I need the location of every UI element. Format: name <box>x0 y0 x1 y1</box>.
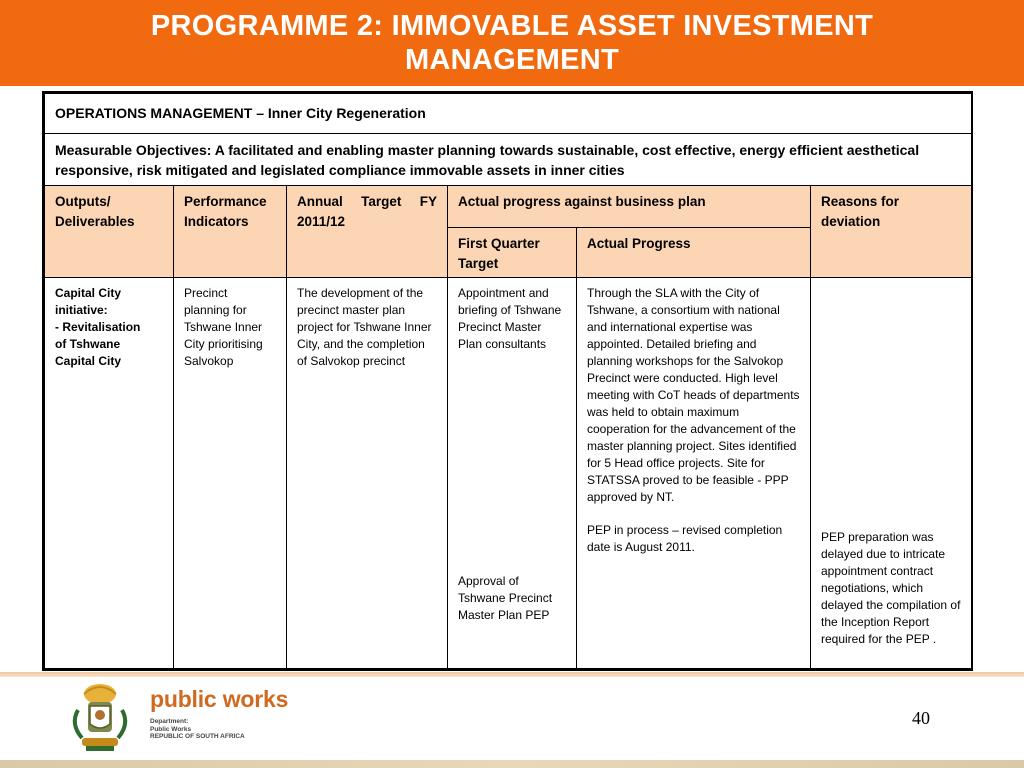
header-reasons: Reasons for deviation <box>811 186 972 278</box>
outputs-line: Capital City <box>55 354 122 368</box>
slide-title-line-1: PROGRAMME 2: IMMOVABLE ASSET INVESTMENT <box>150 10 874 42</box>
outputs-line: initiative: <box>55 303 108 317</box>
slide-title-line-2: MANAGEMENT <box>404 44 620 76</box>
header-annual-target: Annual Target FY 2011/12 <box>287 186 448 278</box>
brand-sub-line: Public Works <box>150 725 192 733</box>
header-outputs: Outputs/ Deliverables <box>45 186 174 278</box>
actual-progress-text-2: PEP in process – revised completion date is August 2011. <box>587 523 783 554</box>
cell-actual-progress <box>577 278 811 669</box>
brand-sub-line: REPUBLIC OF SOUTH AFRICA <box>150 733 245 740</box>
footer-strip <box>0 760 1024 768</box>
indicators-text: Precinct planning for Tshwane Inner City prioritising Salvokop <box>184 286 263 368</box>
header-actual-progress-group: Actual progress against business plan <box>448 186 811 228</box>
first-quarter-text-2: Approval of Tshwane Precinct Master Plan PEP <box>458 574 553 622</box>
actual-progress-text-1: Through the SLA with the City of Tshwane, a consortium with national and international expertise was appointed. Detailed briefing and planning workshops for the Salvokop Precinct were conducted. High level meeting with CoT heads of departments was held to obtain maximum cooperation for the advancement of the master planning project. Sites identified for 5 Head office projects. Site for STATSSA proved to be feasible - PPP approved by NT. <box>587 286 800 504</box>
cell-outputs <box>45 278 174 669</box>
header-actual-progress: Actual Progress <box>577 228 811 278</box>
brand-name: public works <box>150 686 289 712</box>
header-indicators: Performance Indicators <box>174 186 287 278</box>
annual-target-text: The development of the precinct master plan project for Tshwane Inner City, and the completion of Salvokop precinct <box>297 286 432 368</box>
measurable-objectives: Measurable Objectives: A facilitated and enabling master planning towards sustainable, cost effective, energy efficient aesthetical responsive, risk mitigated and legislated compliance immovable assets in inner cities <box>45 134 972 186</box>
footer-divider <box>0 672 1024 677</box>
cell-reasons <box>811 278 972 669</box>
public-works-logo <box>60 680 300 756</box>
cell-indicators <box>174 278 287 669</box>
header-first-quarter: First Quarter Target <box>448 228 577 278</box>
cell-annual-target <box>287 278 448 669</box>
outputs-line: of Tshwane <box>55 337 121 351</box>
reasons-text: PEP preparation was delayed due to intricate appointment contract negotiations, which delayed the compilation of the Inception Report required for the PEP . <box>821 530 961 646</box>
brand-sub-line: Department: <box>150 718 189 725</box>
page-number: 40 <box>912 708 930 728</box>
coat-of-arms-icon <box>60 680 140 756</box>
first-quarter-text-1: Appointment and briefing of Tshwane Precinct Master Plan consultants <box>458 286 562 351</box>
title-banner <box>0 0 1024 86</box>
cell-first-quarter <box>448 278 577 669</box>
section-heading: OPERATIONS MANAGEMENT – Inner City Regeneration <box>45 94 972 134</box>
progress-table <box>42 91 973 671</box>
outputs-line: Capital City <box>55 286 122 300</box>
brand-subtitle <box>150 718 245 741</box>
outputs-line: - Revitalisation <box>55 320 141 334</box>
